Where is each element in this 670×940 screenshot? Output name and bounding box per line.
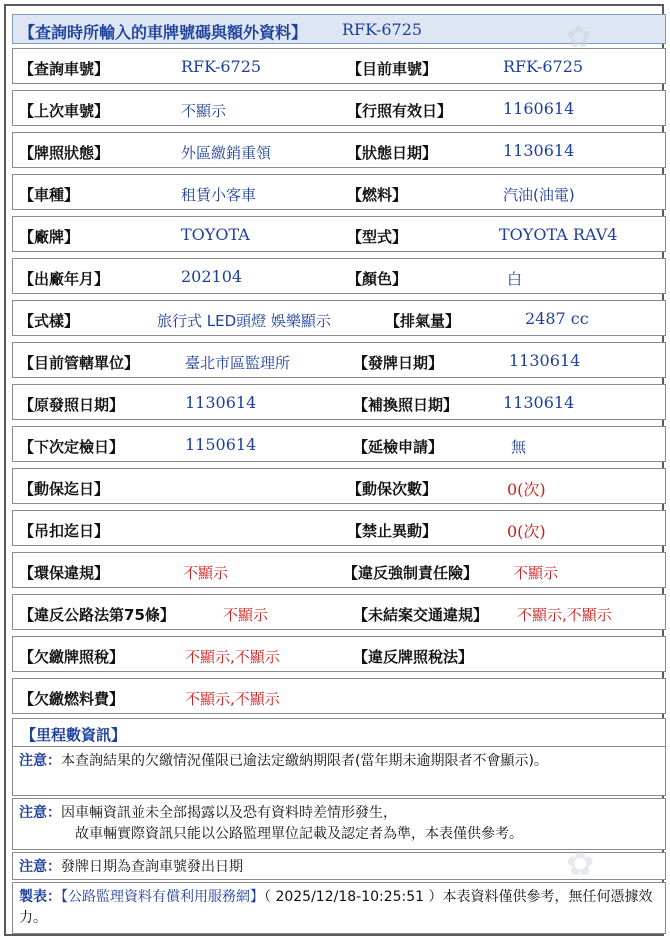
label-highway-act-violation: 【違反公路法第75條】 — [19, 606, 175, 624]
value-displacement: 2487 cc — [525, 309, 589, 328]
label-unsettled-traffic-violation: 【未結案交通違規】 — [353, 606, 489, 624]
label-unpaid-fuel-fee: 【欠繳燃料費】 — [19, 690, 125, 708]
label-model: 【型式】 — [347, 228, 408, 246]
row-original-issue-date — [12, 384, 666, 420]
value-transfer-prohibited: 0(次) — [507, 522, 546, 541]
row-plate-status — [12, 132, 666, 168]
label-fuel: 【燃料】 — [347, 186, 408, 204]
label-environmental-violation: 【環保違規】 — [19, 564, 110, 582]
value-reissue-date: 1130614 — [503, 393, 575, 412]
value-current-plate: RFK-6725 — [503, 57, 584, 76]
note-unpaid-scope — [12, 746, 666, 796]
value-unsettled-traffic-violation: 不顯示,不顯示 — [517, 606, 612, 624]
label-transfer-prohibited: 【禁止異動】 — [347, 522, 438, 540]
value-color: 白 — [507, 270, 523, 288]
row-plate-numbers — [12, 48, 666, 84]
watermark-bottom: ✿ — [566, 844, 595, 884]
value-unpaid-license-tax: 不顯示,不顯示 — [185, 648, 280, 666]
value-environmental-violation: 不顯示 — [183, 564, 229, 582]
row-brand — [12, 216, 666, 252]
value-inspection-extension: 無 — [511, 438, 527, 456]
value-previous-plate: 不顯示 — [181, 102, 227, 120]
value-model: TOYOTA RAV4 — [499, 225, 618, 244]
row-suspension — [12, 510, 666, 546]
row-highway-act-violation — [12, 594, 666, 630]
row-environmental-violation — [12, 552, 666, 588]
row-style — [12, 300, 666, 336]
label-color: 【顏色】 — [347, 270, 408, 288]
note-2-label: 注意： — [19, 805, 61, 821]
label-original-issue-date: 【原發照日期】 — [19, 396, 125, 414]
note-disclaimer — [12, 798, 666, 850]
value-original-issue-date: 1130614 — [185, 393, 257, 412]
note-3-label: 注意： — [19, 859, 61, 875]
label-style: 【式樣】 — [19, 312, 80, 330]
query-plate: RFK-6725 — [342, 20, 423, 39]
label-issue-date: 【發牌日期】 — [353, 354, 444, 372]
footer-source: 【公路監理資料有償利用服務網】 — [61, 889, 264, 905]
row-previous-plate — [12, 90, 666, 126]
report-title-bar — [12, 14, 666, 44]
value-jurisdiction: 臺北市區監理所 — [185, 354, 291, 372]
watermark-top: ✿ — [566, 20, 592, 55]
value-vehicle-type: 租賃小客車 — [181, 186, 257, 204]
value-chattel-mortgage-count: 0(次) — [507, 480, 546, 499]
note-issue-date — [12, 852, 666, 880]
label-reissue-date: 【補換照日期】 — [353, 396, 459, 414]
value-next-inspection: 1150614 — [185, 435, 257, 454]
value-compulsory-insurance-violation: 不顯示 — [513, 564, 559, 582]
label-inspection-extension: 【延檢申請】 — [353, 438, 444, 456]
value-highway-act-violation: 不顯示 — [223, 606, 269, 624]
label-vehicle-type: 【車種】 — [19, 186, 80, 204]
report-footer — [12, 882, 666, 934]
label-manufacture-date: 【出廠年月】 — [19, 270, 110, 288]
mileage-section-header — [12, 718, 666, 748]
label-status-date: 【狀態日期】 — [347, 144, 438, 162]
value-plate-status: 外區繳銷重領 — [181, 144, 272, 162]
value-brand: TOYOTA — [181, 225, 250, 244]
note-1-text: 本查詢結果的欠繳情況僅限已逾法定繳納期限者(當年期未逾期限者不會顯示)。 — [61, 753, 548, 769]
label-next-inspection: 【下次定檢日】 — [19, 438, 125, 456]
report-heading: 【查詢時所輸入的車牌號碼與額外資料】 — [19, 23, 308, 42]
row-next-inspection — [12, 426, 666, 462]
value-style: 旅行式 LED頭燈 娛樂顯示 — [157, 312, 331, 330]
value-fuel: 汽油(油電) — [503, 186, 575, 204]
row-unpaid-fuel-fee — [12, 678, 666, 714]
label-chattel-mortgage-end: 【動保迄日】 — [19, 480, 110, 498]
value-status-date: 1130614 — [503, 141, 575, 160]
value-issue-date: 1130614 — [509, 351, 581, 370]
label-suspension-end: 【吊扣迄日】 — [19, 522, 110, 540]
label-current-plate: 【目前車號】 — [347, 60, 438, 78]
label-brand: 【廠牌】 — [19, 228, 80, 246]
note-2-line-1: 因車輛資訊並未全部揭露以及恐有資料時差情形發生， — [61, 805, 397, 821]
mileage-section-title: 【里程數資訊】 — [21, 726, 127, 744]
label-unpaid-license-tax: 【欠繳牌照稅】 — [19, 648, 125, 666]
note-2-line-2: 故車輛實際資訊只能以公路監理單位記載及認定者為準，本表僅供參考。 — [75, 826, 523, 842]
value-license-valid-date: 1160614 — [503, 99, 575, 118]
row-chattel-mortgage — [12, 468, 666, 504]
label-license-tax-violation: 【違反牌照稅法】 — [353, 648, 474, 666]
row-vehicle-type — [12, 174, 666, 210]
label-compulsory-insurance-violation: 【違反強制責任險】 — [343, 564, 479, 582]
label-query-plate: 【查詢車號】 — [19, 60, 110, 78]
label-license-valid-date: 【行照有效日】 — [347, 102, 453, 120]
footer-label: 製表： — [19, 889, 61, 905]
value-unpaid-fuel-fee: 不顯示,不顯示 — [185, 690, 280, 708]
value-query-plate: RFK-6725 — [181, 57, 262, 76]
row-unpaid-license-tax — [12, 636, 666, 672]
footer-text: 本表資料僅供參考，無任何憑據效力。 — [19, 889, 653, 926]
report-frame — [4, 4, 664, 936]
row-jurisdiction — [12, 342, 666, 378]
label-jurisdiction: 【目前管轄單位】 — [19, 354, 140, 372]
label-previous-plate: 【上次車號】 — [19, 102, 110, 120]
label-plate-status: 【牌照狀態】 — [19, 144, 110, 162]
row-manufacture-date — [12, 258, 666, 294]
value-manufacture-date: 202104 — [181, 267, 243, 286]
label-chattel-mortgage-count: 【動保次數】 — [347, 480, 438, 498]
note-3-text: 發牌日期為查詢車號發出日期 — [61, 859, 243, 875]
footer-timestamp: （ 2025/12/18-10:25:51 ） — [264, 889, 443, 905]
label-displacement: 【排氣量】 — [385, 312, 461, 330]
note-1-label: 注意： — [19, 753, 61, 769]
